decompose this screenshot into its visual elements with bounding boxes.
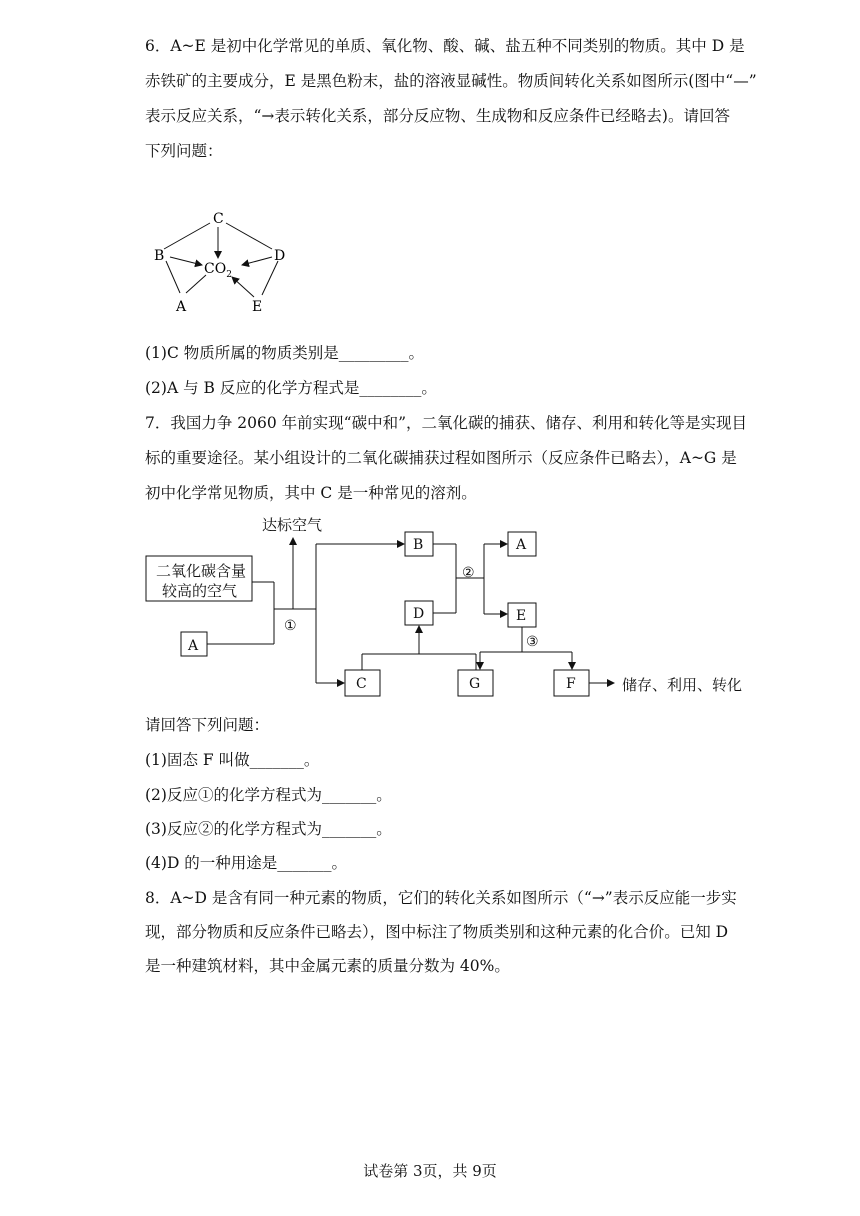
q6-node-d: D: [274, 248, 286, 264]
q7-text-line1: 7．我国力争 2060 年前实现“碳中和”，二氧化碳的捕获、储存、利用和转化等是实现目: [145, 414, 748, 432]
q6-node-e: E: [252, 299, 263, 315]
q7-sub4: (4)D 的一种用途是_______。: [145, 854, 348, 872]
q6-text-line3: 表示反应关系，“→表示转化关系，部分反应物、生成物和反应条件已经略去)。请回答: [145, 107, 730, 125]
page-footer: 试卷第 3页，共 9页: [363, 1162, 497, 1180]
q7-reaction-3: ③: [526, 634, 539, 650]
q7-label-input-line1: 二氧化碳含量: [156, 562, 247, 580]
q6-text-line2: 赤铁矿的主要成分，E 是黑色粉末，盐的溶液显碱性。物质间转化关系如图所示(图中“—”: [145, 72, 757, 90]
q8-text-line1: 8．A~D 是含有同一种元素的物质，它们的转化关系如图所示（“→”表示反应能一步实: [145, 889, 737, 907]
q7-capture-process-diagram: [140, 510, 760, 702]
q7-label-output: 储存、利用、转化: [622, 676, 743, 694]
q6-node-c: C: [213, 211, 224, 227]
q6-sub2: (2)A 与 B 反应的化学方程式是________。: [145, 379, 437, 397]
q7-node-a-in: A: [188, 638, 199, 654]
q7-text-line3: 初中化学常见物质，其中 C 是一种常见的溶剂。: [145, 484, 477, 502]
q7-node-a-out: A: [516, 537, 527, 553]
q7-node-g: G: [469, 676, 481, 692]
q7-label-input-line2: 较高的空气: [162, 582, 238, 600]
q7-reaction-1: ①: [284, 618, 297, 634]
q8-text-line3: 是一种建筑材料，其中金属元素的质量分数为 40%。: [145, 957, 510, 975]
q6-text-line1: 6．A~E 是初中化学常见的单质、氧化物、酸、碱、盐五种不同类别的物质。其中 D 是: [145, 37, 745, 55]
q7-sub1: (1)固态 F 叫做_______。: [145, 751, 320, 769]
q7-node-e: E: [516, 608, 527, 624]
q6-relationship-diagram: [140, 205, 310, 317]
q6-sub1: (1)C 物质所属的物质类别是_________。: [145, 344, 424, 362]
q6-node-co2: $CO_2$: [204, 261, 232, 280]
q7-sub2: (2)反应①的化学方程式为_______。: [145, 786, 392, 804]
q8-text-line2: 现，部分物质和反应条件已略去），图中标注了物质类别和这种元素的化合价。已知 D: [145, 923, 729, 941]
q7-prompt: 请回答下列问题：: [145, 716, 270, 734]
q6-text-line4: 下列问题：: [145, 142, 223, 160]
q7-node-c: C: [356, 676, 367, 692]
q7-text-line2: 标的重要途径。某小组设计的二氧化碳捕获过程如图所示（反应条件已略去），A~G 是: [145, 449, 737, 467]
q7-reaction-2: ②: [462, 565, 475, 581]
q6-node-b: B: [154, 248, 165, 264]
q7-node-b: B: [413, 537, 424, 553]
q6-node-a: A: [176, 299, 187, 315]
q7-label-standard-air: 达标空气: [262, 516, 323, 534]
q7-sub3: (3)反应②的化学方程式为_______。: [145, 820, 392, 838]
q7-node-f: F: [566, 676, 576, 692]
q7-node-d: D: [413, 606, 425, 622]
